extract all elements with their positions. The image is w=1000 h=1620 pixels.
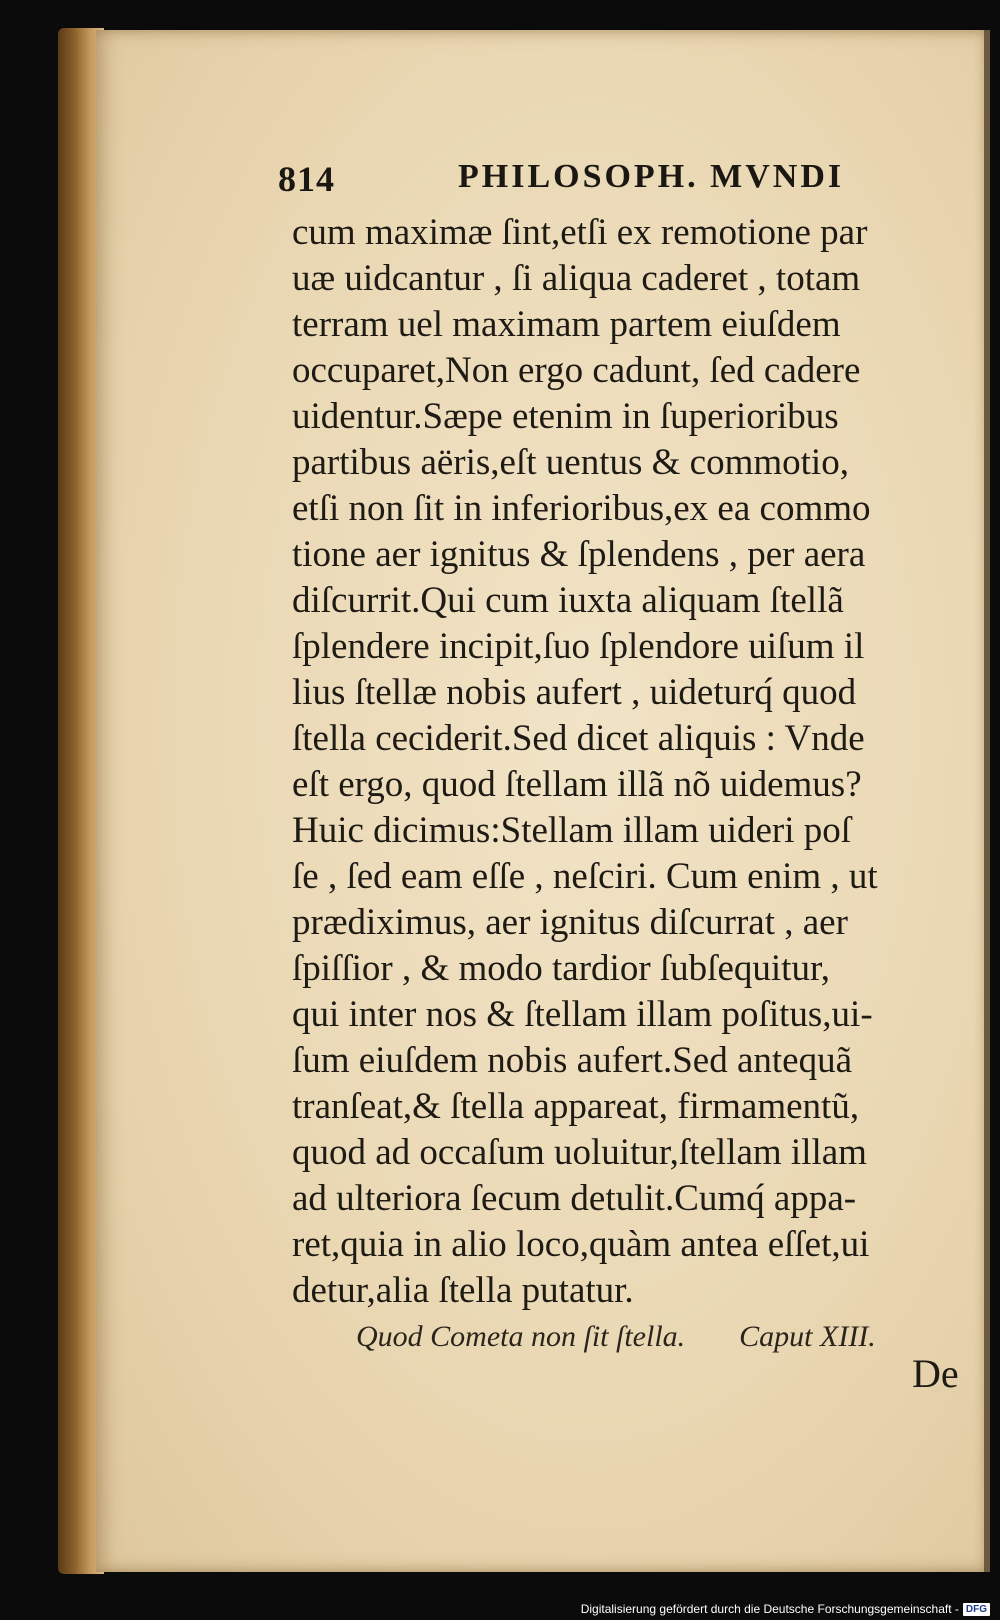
text-line: Huic dicimus:Stellam illam uideri poſ xyxy=(292,810,852,851)
page-number: 814 xyxy=(278,159,335,199)
text-line: prædiximus, aer ignitus diſcurrat , aer xyxy=(292,902,848,943)
text-line: ſpiſſior , & modo tardior ſubſequitur, xyxy=(292,948,831,989)
page-header xyxy=(278,158,888,208)
text-line: uæ uidcantur , ſi aliqua caderet , totam xyxy=(292,258,861,299)
chapter-number: Caput XIII. xyxy=(739,1320,876,1353)
dfg-logo: DFG xyxy=(963,1603,990,1616)
chapter-heading xyxy=(356,1320,956,1354)
text-line: lius ſtellæ nobis aufert , uideturq́ quod xyxy=(292,672,857,713)
digitization-credit xyxy=(581,1602,990,1616)
credit-text: Digitalisierung gefördert durch die Deutsche Forschungsgemeinschaft - xyxy=(580,1602,959,1616)
text-line: etſi non ſit in inferioribus,ex ea commo xyxy=(292,488,871,529)
text-line: diſcurrit.Qui cum iuxta aliquam ſtellã xyxy=(292,580,844,621)
text-line: ſplendere incipit,ſuo ſplendore uiſum il xyxy=(292,626,865,667)
text-line: qui inter nos & ſtellam illam poſitus,ui- xyxy=(292,994,873,1035)
text-line: eſt ergo, quod ſtellam illã nõ uidemus? xyxy=(292,764,862,805)
text-line: ret,quia in alio loco,quàm antea eſſet,ui xyxy=(292,1224,870,1265)
text-line: uidentur.Sæpe etenim in ſuperioribus xyxy=(292,396,839,437)
text-line: quod ad occaſum uoluitur,ſtellam illam xyxy=(292,1132,867,1173)
text-line: ad ulteriora ſecum detulit.Cumq́ appa- xyxy=(292,1178,857,1219)
text-line: ſum eiuſdem nobis aufert.Sed antequã xyxy=(292,1040,852,1081)
text-line: cum maximæ ſint,etſi ex remotione par xyxy=(292,212,868,253)
body-text xyxy=(292,210,982,1314)
page-right-edge xyxy=(984,30,990,1572)
text-line: tranſeat,& ſtella appareat, firmamentũ, xyxy=(292,1086,860,1127)
text-line: detur,alia ſtella putatur. xyxy=(292,1270,634,1311)
text-line: partibus aëris,eſt uentus & commotio, xyxy=(292,442,849,483)
text-line: terram uel maximam partem eiuſdem xyxy=(292,304,841,345)
text-line: occuparet,Non ergo cadunt, ſed cadere xyxy=(292,350,861,391)
text-line: ſtella ceciderit.Sed dicet aliquis : Vnde xyxy=(292,718,865,759)
catchword: De xyxy=(912,1351,959,1396)
text-line: tione aer ignitus & ſplendens , per aera xyxy=(292,534,866,575)
chapter-title: Quod Cometa non ſit ſtella. xyxy=(356,1320,686,1353)
running-head: PHILOSOPH. MVNDI xyxy=(458,158,845,195)
text-line: ſe , ſed eam eſſe , neſciri. Cum enim , ut xyxy=(292,856,878,897)
